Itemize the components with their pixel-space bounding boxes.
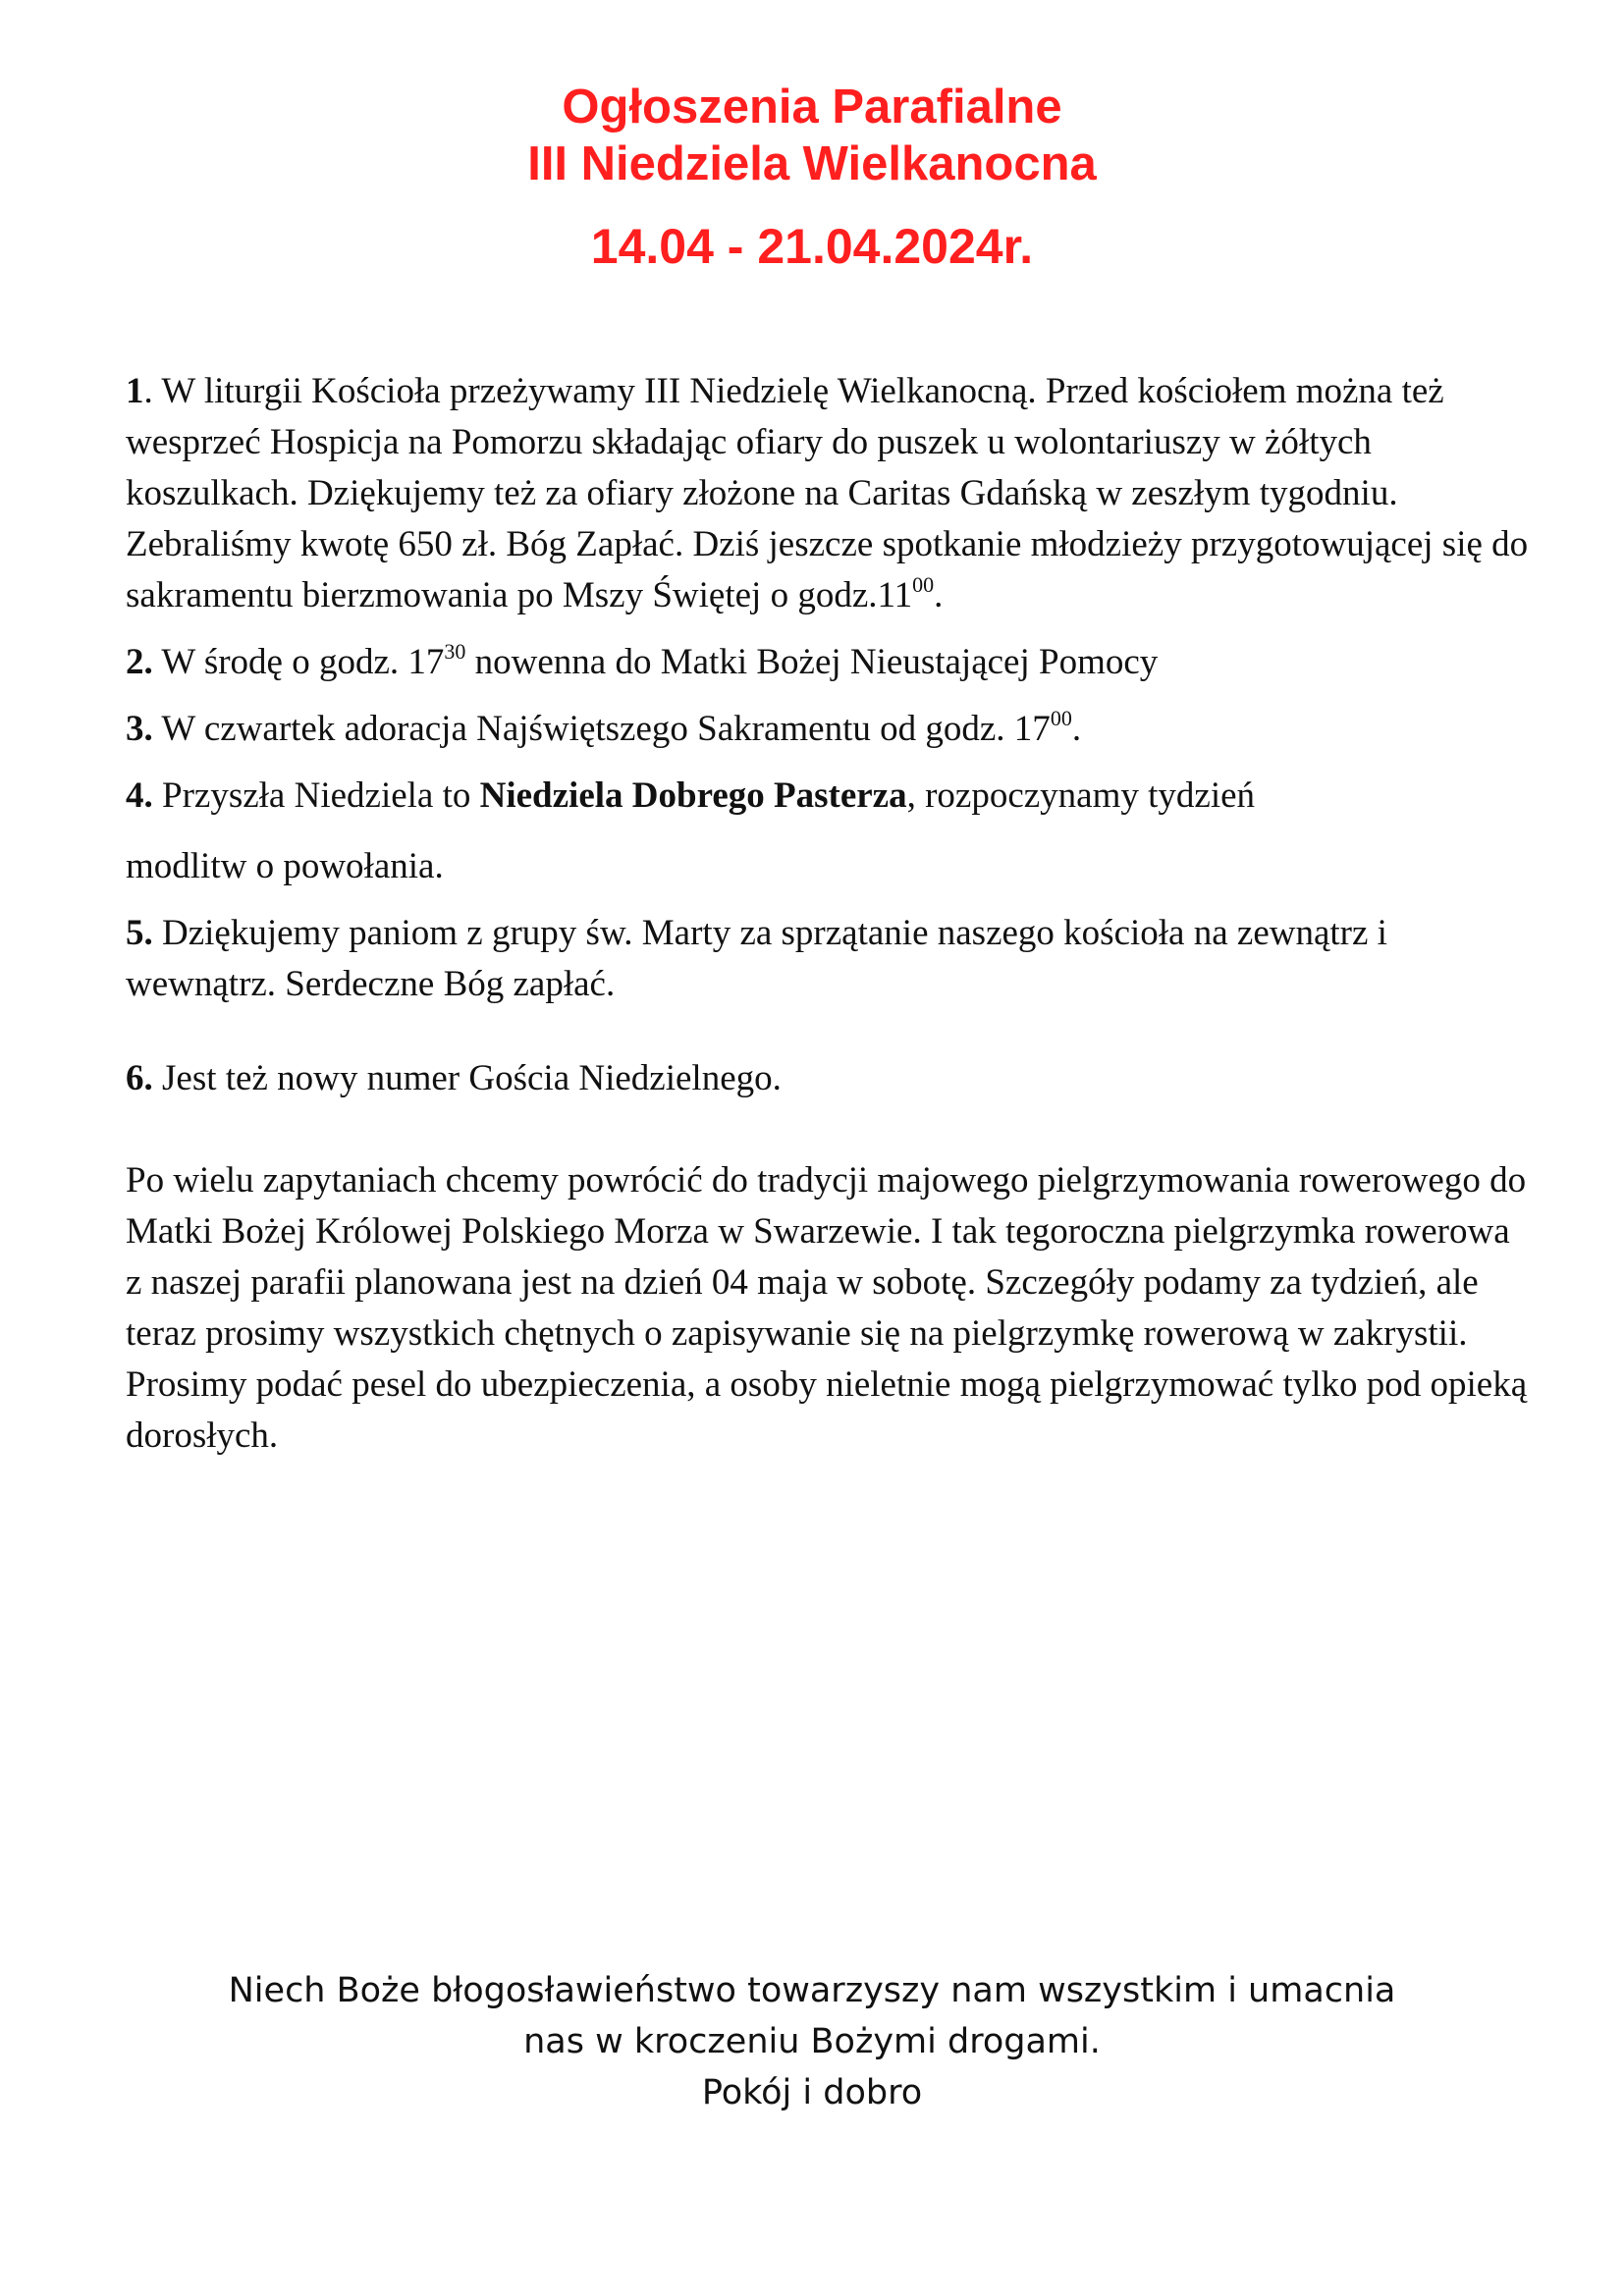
pilgrimage-paragraph: Po wielu zapytaniach chcemy powrócić do tradycji majowego pielgrzymowania rowerowego do Matki Bożej Królowej Polskiego Morza w Swarzewie. I tak tegoroczna pielgrzymka rowerowa z naszej parafii planowana jest na dzień 04 maja w sobotę. Szczegóły podamy za tydzień, ale teraz prosimy wszystkich chętnych o zapisywanie się na pielgrzymkę rowerową w zakrystii. Prosimy podać pesel do ubezpieczenia, a osoby nieletnie mogą pielgrzymować tylko pod opieką dorosłych. — [126, 1160, 1528, 1456]
item-highlight: Niedziela Dobrego Pasterza — [479, 775, 907, 816]
page-subtitle: III Niedziela Wielkanocna — [527, 137, 1097, 190]
item-text: Dziękujemy paniom z grupy św. Marty za sprzątanie naszego kościoła na zewnątrz i wewnątrz. Serdeczne Bóg zapłać. — [126, 913, 1387, 1004]
announcement-header — [0, 79, 1624, 275]
item-text: Jest też nowy numer Gościa Niedzielnego. — [152, 1058, 782, 1098]
announcement-item-6 — [126, 1053, 1530, 1104]
announcement-item-1 — [126, 366, 1530, 621]
time-superscript: 30 — [444, 639, 466, 664]
announcement-item-3 — [126, 704, 1530, 755]
date-range: 14.04 - 21.04.2024r. — [590, 219, 1034, 274]
announcement-item-2 — [126, 637, 1530, 688]
page-title: Ogłoszenia Parafialne — [562, 80, 1062, 133]
announcements-body — [126, 366, 1530, 1462]
item-text: W środę o godz. 17 — [152, 642, 445, 682]
item-number: 3. — [126, 709, 153, 749]
closing-line-3: Pokój i dobro — [701, 2073, 923, 2112]
closing-line-2: nas w kroczeniu Bożymi drogami. — [523, 2022, 1101, 2061]
closing-blessing — [0, 1965, 1624, 2118]
item-number: 2. — [126, 642, 153, 682]
item-number: 6. — [126, 1058, 153, 1098]
time-superscript: 00 — [1050, 706, 1072, 730]
item-text-end: , rozpoczynamy tydzień — [906, 775, 1256, 816]
item-text: Przyszła Niedziela to — [152, 775, 480, 816]
item-text: W czwartek adoracja Najświętszego Sakramentu od godz. 17 — [152, 709, 1051, 749]
item-number: 4. — [126, 775, 153, 816]
item-text-end: . — [1071, 709, 1082, 749]
item-text-end: . — [934, 575, 944, 615]
announcement-item-5 — [126, 908, 1530, 1010]
item-text-end: nowenna do Matki Bożej Nieustającej Pomocy — [465, 642, 1159, 682]
item-number: 5. — [126, 913, 153, 953]
item-text: . W liturgii Kościoła przeżywamy III Niedzielę Wielkanocną. Przed kościołem można też wesprzeć Hospicja na Pomorzu składając ofiary do puszek u wolontariuszy w żółtych koszulkach. Dziękujemy też za ofiary złożone na Caritas Gdańską w zeszłym tygodniu. Zebraliśmy kwotę 650 zł. Bóg Zapłać. Dziś jeszcze spotkanie młodzieży przygotowującej się do sakramentu bierzmowania po Mszy Świętej o godz.11 — [126, 371, 1529, 615]
item-text-continued: modlitw o powołania. — [126, 846, 444, 886]
announcement-item-4 — [126, 771, 1530, 892]
closing-line-1: Niech Boże błogosławieństwo towarzyszy nam wszystkim i umacnia — [228, 1971, 1396, 2010]
time-superscript: 00 — [912, 572, 935, 597]
item-number: 1 — [126, 371, 144, 411]
